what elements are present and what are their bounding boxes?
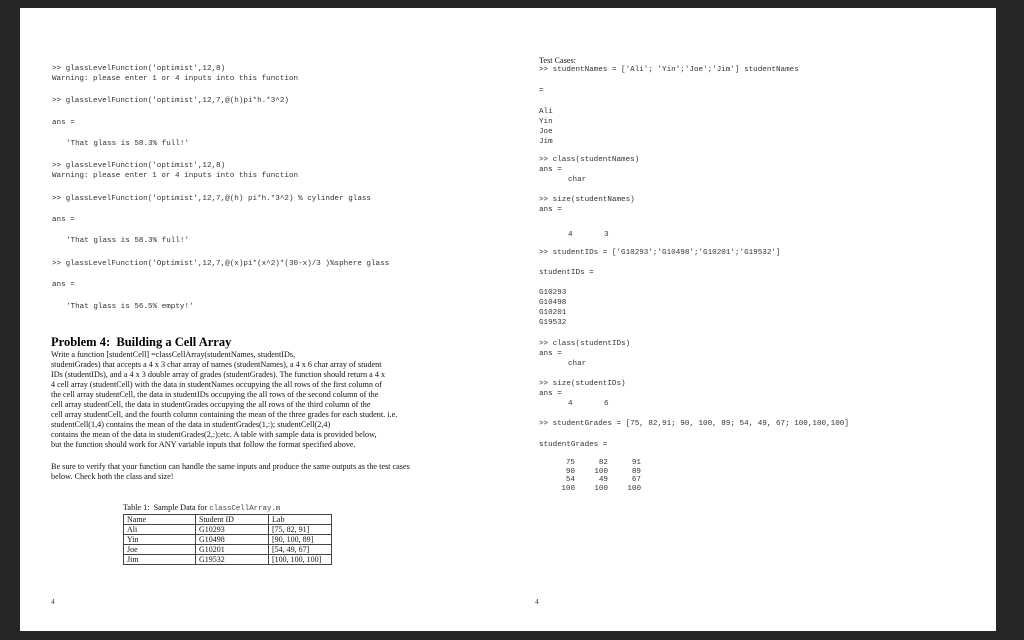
problem-text-line: cell array studentCell, the data in studentGrades occupying the all rows of the third column of the	[51, 400, 371, 409]
table-cell: Jim	[124, 555, 196, 565]
name-value: Joe	[539, 128, 553, 136]
table-row	[124, 525, 332, 535]
table-cell: Joe	[124, 545, 196, 555]
problem-text-line: the cell array studentCell, the data in studentIDs occupying the all rows of the second column of the	[51, 390, 379, 399]
sample-data-table	[123, 514, 332, 565]
table-row	[124, 555, 332, 565]
matrix-cell: 90	[565, 467, 575, 476]
table-cell: [54, 49, 67]	[269, 545, 332, 555]
document-page-left	[20, 8, 509, 631]
table-row	[124, 545, 332, 555]
command-line: >> class(studentNames)	[539, 156, 640, 164]
verify-text-line: below. Check both the class and size!	[51, 472, 174, 481]
matrix-row	[542, 485, 641, 494]
name-value: Ali	[539, 108, 553, 116]
matrix-cell: 67	[631, 476, 641, 484]
matrix-cell: 54	[565, 476, 575, 484]
id-value: G10293	[539, 289, 567, 297]
table-cell: [90, 100, 89]	[269, 535, 332, 545]
class-result: char	[568, 176, 587, 184]
ans-label: ans =	[52, 281, 75, 289]
command-line: >> class(studentIDs)	[539, 340, 631, 348]
problem-text-line: cell array studentCell, and the fourth column containing the mean of the three grades for each student. i.e.	[51, 410, 398, 419]
table-cell: G19532	[196, 555, 269, 565]
problem-text-line: Write a function [studentCell] =classCellArray(studentNames, studentIDs,	[51, 350, 296, 359]
class-result: char	[568, 360, 587, 368]
table-cell: G10293	[196, 525, 269, 535]
command-line: >> glassLevelFunction('Optimist',12,7,@(x)pi*(x^2)*(30-x)/3 )%sphere glass	[52, 260, 390, 268]
matrix-cell: 49	[598, 476, 608, 484]
ans-label: ans =	[539, 166, 562, 174]
table-header-cell: Name	[124, 515, 196, 525]
problem-heading: Problem 4: Building a Cell Array	[51, 335, 232, 349]
problem-text-line: studentCell(1,4) contains the mean of the data in studentGrades(1,:); studentCell(2,4)	[51, 420, 331, 429]
page-number: 4	[51, 597, 55, 606]
table-header-cell: Student ID	[196, 515, 269, 525]
table-caption: Table 1: Sample Data for classCellArray.m	[123, 503, 281, 513]
command-line: >> glassLevelFunction('optimist',12,7,@(h) pi*h.*3^2) % cylinder glass	[52, 195, 371, 203]
problem-text-line: but the function should work for ANY variable inputs that follow the format specified above.	[51, 440, 356, 449]
ans-label: ans =	[52, 119, 75, 127]
output-line: 'That glass is 58.3% full!'	[66, 140, 190, 148]
ans-label: ans =	[539, 390, 562, 398]
table-header-row	[124, 515, 332, 525]
output-line: 'That glass is 58.3% full!'	[66, 237, 190, 245]
size-value: 4	[568, 400, 573, 408]
matrix-cell: 100	[594, 467, 608, 476]
size-value: 6	[604, 400, 609, 408]
matrix-cell: 91	[631, 459, 641, 467]
grades-matrix	[542, 459, 641, 493]
command-line: >> glassLevelFunction('optimist',12,8)	[52, 65, 226, 73]
table-row	[124, 535, 332, 545]
problem-text-line: 4 cell array (studentCell) with the data in studentNames occupying the all rows of the first column of	[51, 380, 382, 389]
table-header-cell: Lab	[269, 515, 332, 525]
id-value: G19532	[539, 319, 567, 327]
equals-sign: =	[539, 87, 544, 95]
ans-label: ans =	[539, 206, 562, 214]
ans-label: ans =	[539, 350, 562, 358]
problem-text-line: contains the mean of the data in studentGrades(2,:);etc. A table with sample data is provided below,	[51, 430, 377, 439]
matrix-cell: 100	[594, 484, 608, 493]
size-value: 3	[604, 231, 609, 239]
table-cell: G10498	[196, 535, 269, 545]
warning-line: Warning: please enter 1 or 4 inputs into this function	[52, 172, 299, 180]
command-line: >> studentNames = ['Ali'; 'Yin';'Joe';'Jim'] studentNames	[539, 66, 799, 74]
verify-text-line: Be sure to verify that your function can handle the same inputs and produce the same outputs as the test cases	[51, 462, 410, 471]
command-line: >> size(studentNames)	[539, 196, 635, 204]
test-cases-heading: Test Cases:	[539, 56, 576, 65]
matrix-cell: 82	[598, 459, 608, 467]
id-value: G10201	[539, 309, 567, 317]
table-cell: G10201	[196, 545, 269, 555]
matrix-cell: 100	[561, 484, 575, 493]
ans-label: ans =	[52, 216, 75, 224]
command-line: >> glassLevelFunction('optimist',12,7,@(h)pi*h.*3^2)	[52, 97, 289, 105]
document-page-right	[509, 8, 996, 631]
page-number: 4	[535, 597, 539, 606]
id-value: G10498	[539, 299, 567, 307]
table-cell: [100, 100, 100]	[269, 555, 332, 565]
name-value: Yin	[539, 118, 553, 126]
variable-label: studentGrades =	[539, 441, 608, 449]
matrix-row	[542, 476, 641, 485]
table-cell: [75, 82, 91]	[269, 525, 332, 535]
table-cell: Yin	[124, 535, 196, 545]
matrix-cell: 89	[631, 467, 641, 476]
command-line: >> studentIDs = ['G10293';'G10498';'G10201';'G19532']	[539, 249, 781, 257]
command-line: >> glassLevelFunction('optimist',12,8)	[52, 162, 226, 170]
problem-text-line: studentGrades) that accepts a 4 x 3 char array of names (studentNames), a 4 x 6 char array of student	[51, 360, 382, 369]
variable-label: studentIDs =	[539, 269, 594, 277]
warning-line: Warning: please enter 1 or 4 inputs into this function	[52, 75, 299, 83]
size-value: 4	[568, 231, 573, 239]
command-line: >> studentGrades = [75, 82,91; 90, 100, 89; 54, 49, 67; 100,100,100]	[539, 420, 849, 428]
matrix-cell: 100	[627, 484, 641, 493]
problem-text-line: IDs (studentIDs), and a 4 x 3 double array of grades (studentGrades). The function should return a 4 x	[51, 370, 386, 379]
matrix-row	[542, 459, 641, 468]
name-value: Jim	[539, 138, 553, 146]
command-line: >> size(studentIDs)	[539, 380, 626, 388]
table-cell: Ali	[124, 525, 196, 535]
output-line: 'That glass is 56.5% empty!'	[66, 303, 194, 311]
matrix-row	[542, 468, 641, 477]
matrix-cell: 75	[565, 459, 575, 467]
